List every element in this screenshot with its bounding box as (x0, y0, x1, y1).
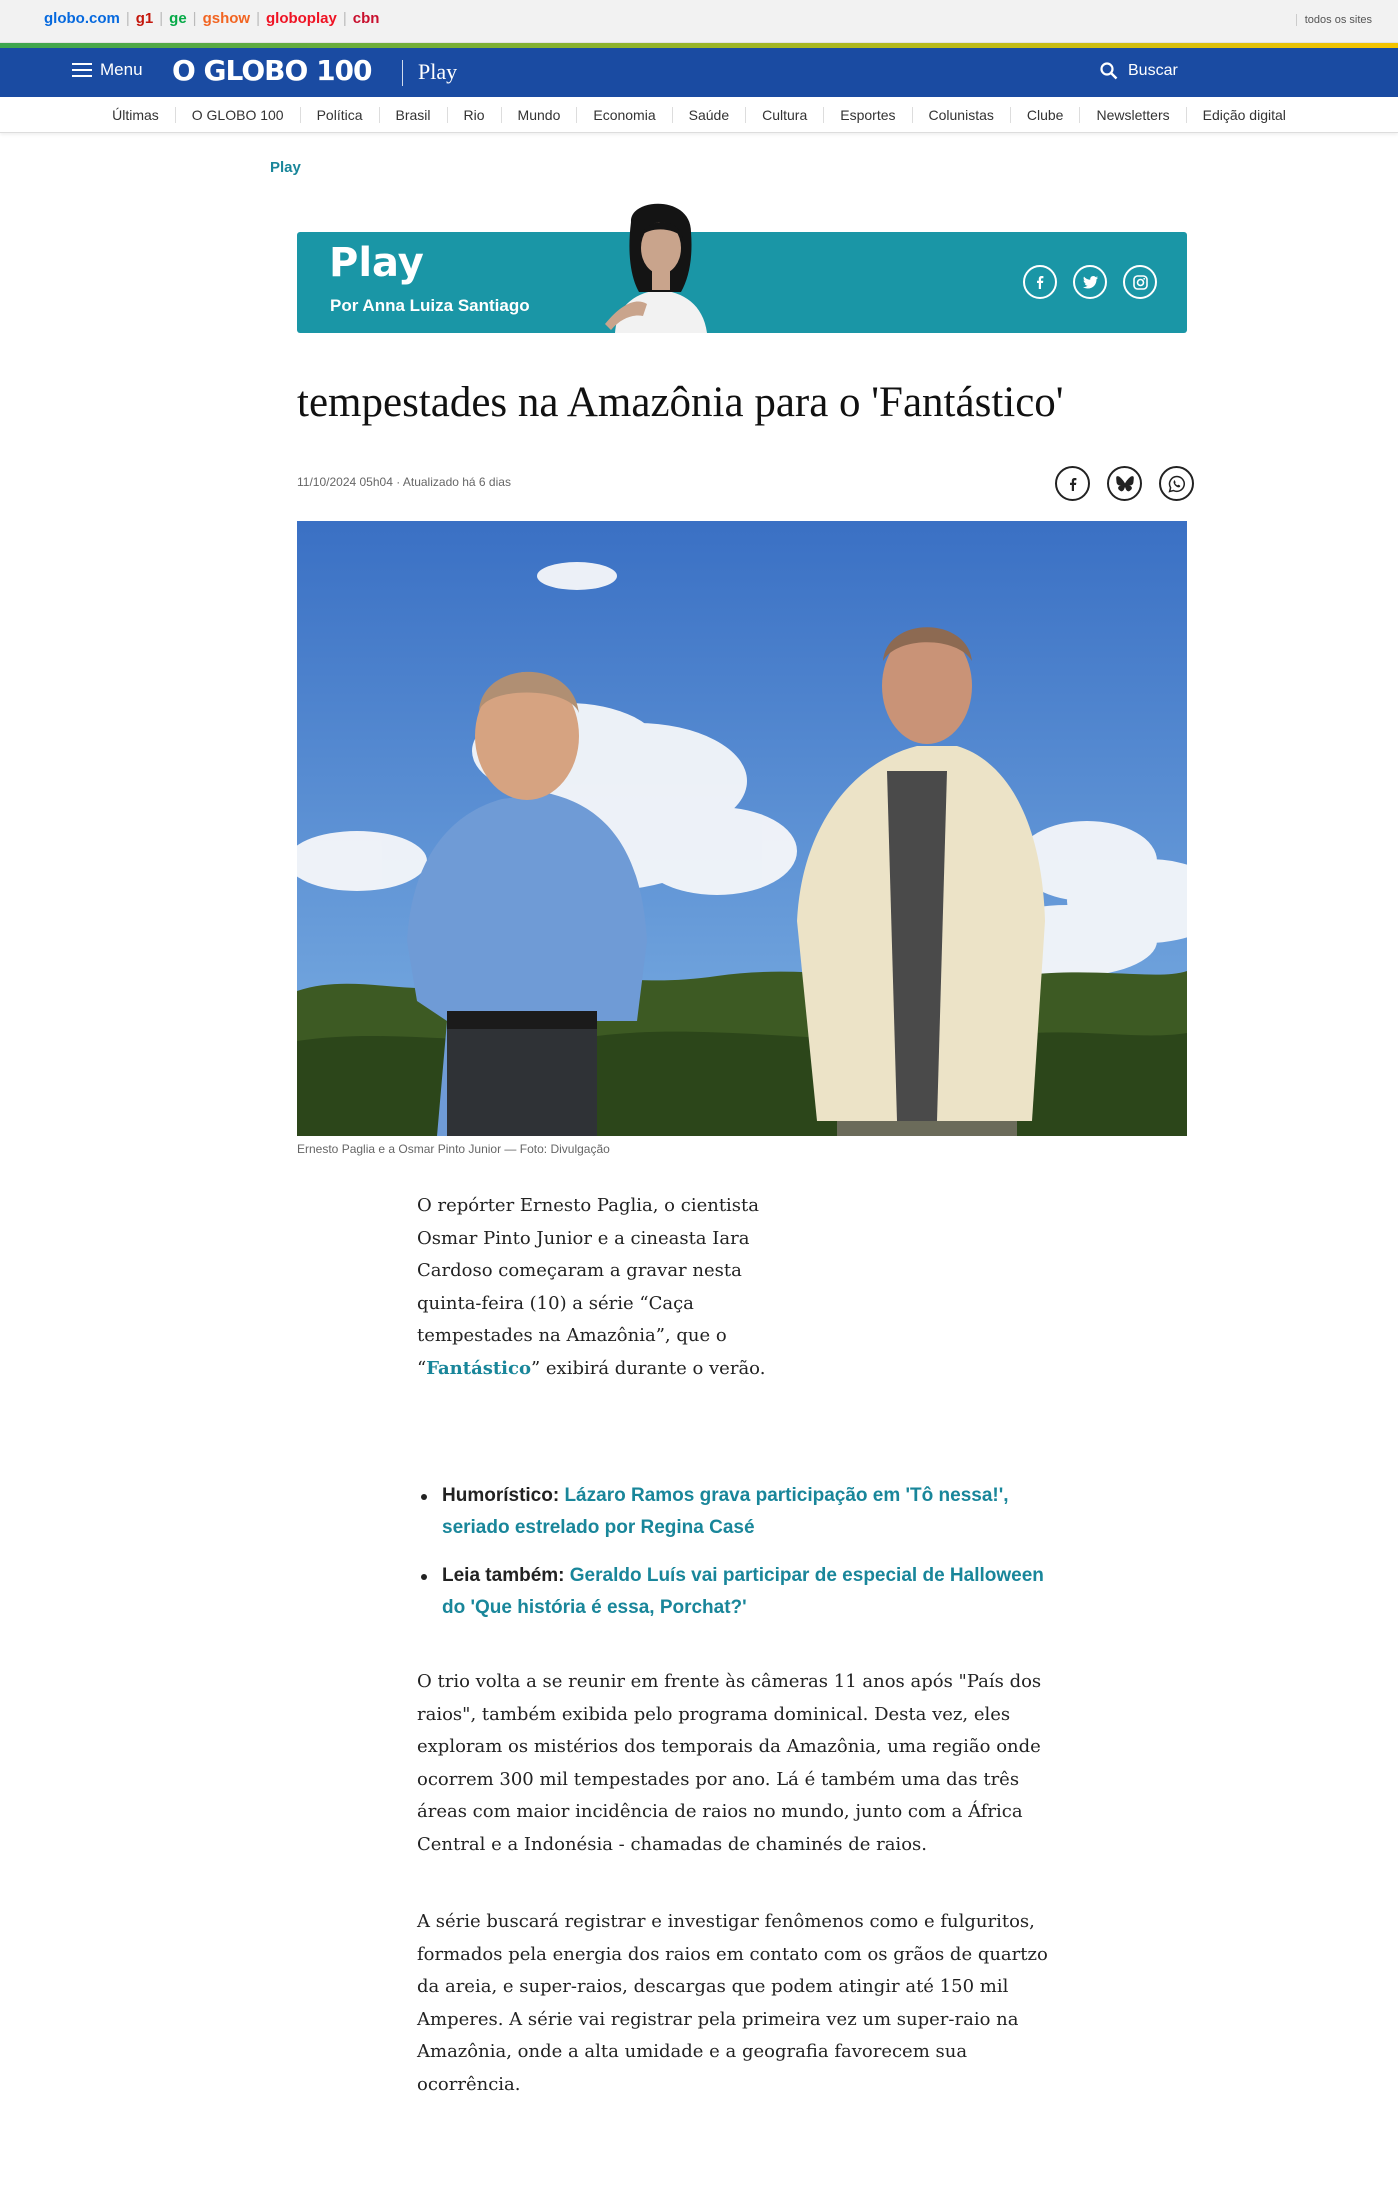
facebook-icon[interactable] (1055, 466, 1090, 501)
separator: | (342, 10, 347, 27)
site-link-cbn[interactable]: cbn (352, 10, 380, 27)
article-meta: 11/10/2024 05h04 · Atualizado há 6 dias (297, 475, 511, 489)
paragraph-text: O repórter Ernesto Paglia, o cientista Osmar Pinto Junior e a cineasta Iara Cardoso começaram a gravar nesta quinta-feira (10) a série “Caça tempestades na Amazônia”, que o “ (417, 1195, 760, 1379)
related-link[interactable]: Lázaro Ramos grava participação em 'Tô nessa!', seriado estrelado por Regina Casé (442, 1485, 1009, 1538)
sites-list (44, 10, 385, 27)
bullet-label: Leia também: (442, 1565, 570, 1586)
site-link-ge[interactable]: ge (169, 10, 187, 27)
nav-link-clube[interactable]: Clube (1011, 107, 1081, 123)
nav-link-politica[interactable]: Política (301, 107, 380, 123)
section-title[interactable]: Play (418, 59, 458, 84)
menu-button[interactable] (72, 60, 143, 80)
bullet-label: Humorístico: (442, 1485, 565, 1506)
nav-link-edicao-digital[interactable]: Edição digital (1202, 106, 1286, 123)
nav-link-mundo[interactable]: Mundo (502, 107, 578, 123)
related-link[interactable]: Geraldo Luís vai participar de especial de Halloween do 'Que história é essa, Porchat?' (442, 1565, 1044, 1618)
nav-link-saude[interactable]: Saúde (673, 107, 746, 123)
breadcrumb[interactable]: Play (270, 159, 301, 176)
nav-link-economia[interactable]: Economia (577, 107, 672, 123)
share-buttons (1055, 466, 1194, 501)
site-link-gshow[interactable]: gshow (202, 10, 251, 27)
nav-link-rio[interactable]: Rio (448, 107, 502, 123)
nav-link-colunistas[interactable]: Colunistas (913, 107, 1011, 123)
nav-link-brasil[interactable]: Brasil (380, 107, 448, 123)
article-paragraph: O trio volta a se reunir em frente às câmeras 11 anos após "País dos raios", também exibida pelo programa dominical. Desta vez, eles exploram os mistérios dos temporais da Amazônia, uma região onde ocorrem 300 mil tempestades por ano. Lá é também uma das três áreas com maior incidência de raios no mundo, junto com a África Central e a Indonésia - chamadas de chaminés de raios. (417, 1671, 1042, 1855)
fantastico-link[interactable]: Fantástico (426, 1357, 531, 1379)
paragraph-text: ” exibirá durante o verão. (530, 1357, 766, 1379)
nav-link-esportes[interactable]: Esportes (824, 107, 912, 123)
column-banner (297, 232, 1187, 333)
separator: | (125, 10, 130, 27)
column-social-links (1007, 265, 1157, 299)
search-icon (1100, 62, 1118, 80)
main-header (0, 48, 1398, 97)
separator: | (256, 10, 260, 27)
article-headline: tempestades na Amazônia para o 'Fantástico' (297, 379, 1064, 426)
bluesky-icon[interactable] (1107, 466, 1142, 501)
article-paragraph (417, 1190, 767, 1385)
separator: | (192, 10, 197, 27)
header-divider (402, 60, 403, 86)
nav-link-newsletters[interactable]: Newsletters (1080, 107, 1186, 123)
instagram-icon[interactable] (1123, 265, 1157, 299)
facebook-icon[interactable] (1023, 265, 1057, 299)
twitter-icon[interactable] (1073, 265, 1107, 299)
list-item (417, 1560, 1057, 1624)
all-sites-link[interactable]: todos os sites (1296, 14, 1372, 26)
site-link-globo[interactable]: globo.com (44, 10, 120, 27)
article-photo (297, 521, 1187, 1136)
column-author: Por Anna Luiza Santiago (330, 296, 530, 315)
globo-sites-bar (0, 0, 1398, 43)
section-nav (0, 97, 1398, 133)
hamburger-icon (72, 62, 92, 78)
nav-link-ultimas[interactable]: Últimas (96, 107, 176, 123)
separator: | (159, 10, 164, 27)
list-item (417, 1480, 1057, 1544)
menu-label: Menu (100, 60, 143, 79)
site-link-g1[interactable]: g1 (135, 10, 154, 27)
photo-caption: Ernesto Paglia e a Osmar Pinto Junior — Foto: Divulgação (297, 1142, 610, 1156)
columnist-portrait (585, 192, 735, 333)
search-label: Buscar (1128, 62, 1178, 79)
related-links (417, 1480, 1057, 1640)
site-logo[interactable]: O GLOBO 100 (172, 54, 372, 87)
whatsapp-icon[interactable] (1159, 466, 1194, 501)
column-title[interactable]: Play (329, 240, 424, 286)
article-paragraph: A série buscará registrar e investigar fenômenos como e fulguritos, formados pela energia dos raios em contato com os grãos de quartzo da areia, e super-raios, descargas que podem atingir até 150 mil Amperes. A série vai registrar pela primeira vez um super-raio na Amazônia, onde a alta umidade e a geografia favorecem sua ocorrência. (417, 1911, 1048, 2095)
nav-link-oglobo100[interactable]: O GLOBO 100 (176, 107, 301, 123)
search-button[interactable] (1100, 62, 1178, 80)
nav-link-cultura[interactable]: Cultura (746, 107, 824, 123)
site-link-globoplay[interactable]: globoplay (265, 10, 337, 27)
